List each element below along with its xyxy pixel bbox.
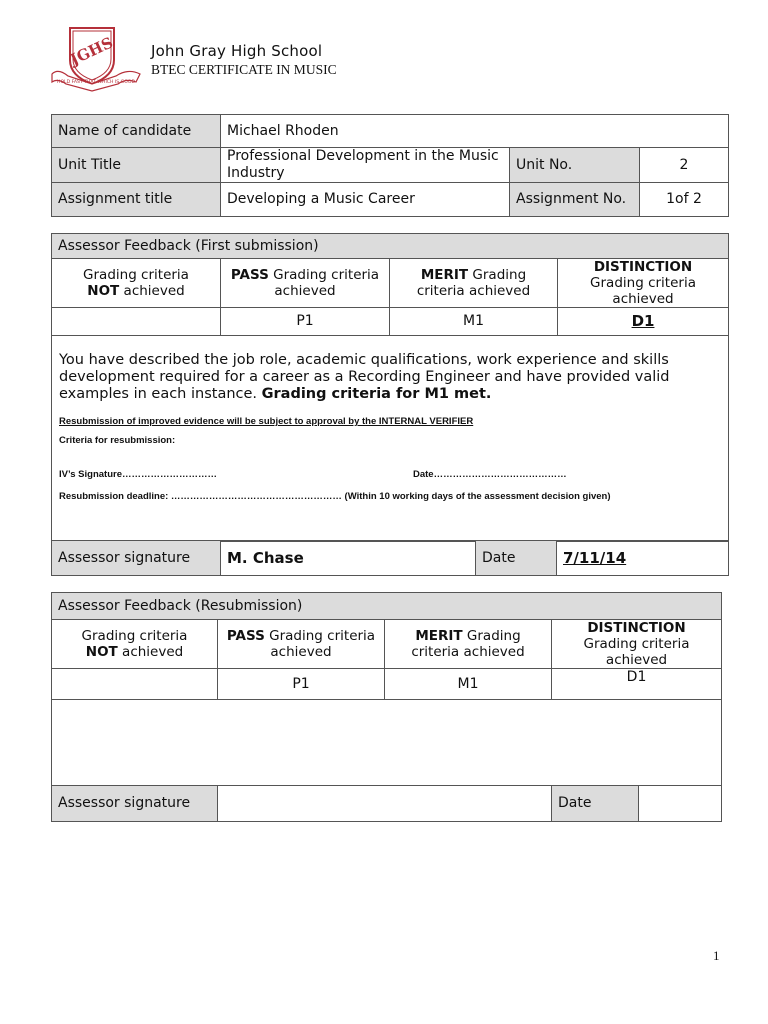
school-name: John Gray High School — [151, 42, 323, 60]
resub-distinction-value: D1 — [552, 669, 722, 700]
resubmission-title: Assessor Feedback (Resubmission) — [52, 593, 722, 620]
iv-date: Date…………………………………… — [413, 469, 567, 480]
name-label: Name of candidate — [52, 115, 221, 148]
unit-no-value: 2 — [640, 148, 729, 183]
assessor-signature-value: M. Chase — [221, 541, 476, 576]
assignment-no-label: Assignment No. — [510, 183, 640, 217]
first-submission-title: Assessor Feedback (First submission) — [52, 234, 729, 259]
assignment-title-label: Assignment title — [52, 183, 221, 217]
resub-not-achieved-value — [52, 669, 218, 700]
feedback-body — [52, 336, 729, 542]
svg-text:JGHS: JGHS — [67, 33, 116, 69]
resub-assessor-signature-value — [218, 786, 552, 822]
resub-pass-value: P1 — [218, 669, 385, 700]
resub-date-cell — [552, 786, 722, 822]
first-submission-table — [51, 233, 729, 542]
iv-signature: IV’s Signature………………………… — [59, 469, 217, 480]
candidate-info-table — [51, 114, 729, 217]
resub-feedback-body — [52, 700, 722, 786]
not-achieved-header: Grading criteria NOT achieved — [52, 259, 221, 308]
assignment-no-value: 1of 2 — [640, 183, 729, 217]
unit-title-value: Professional Development in the Music Industry — [221, 148, 510, 183]
resub-date-label: Date — [552, 786, 639, 821]
certificate-title: BTEC CERTIFICATE IN MUSIC — [151, 62, 337, 77]
school-crest-logo — [48, 24, 144, 92]
resub-not-achieved-header: Grading criteria NOT achieved — [52, 620, 218, 669]
assignment-title-value: Developing a Music Career — [221, 183, 510, 217]
assessor-signature-label: Assessor signature — [52, 541, 221, 576]
resub-date-value — [639, 786, 721, 821]
merit-value: M1 — [390, 308, 558, 336]
resub-merit-header: MERIT Grading criteria achieved — [385, 620, 552, 669]
resub-merit-value: M1 — [385, 669, 552, 700]
resubmission-table — [51, 592, 722, 822]
date-label: Date — [476, 541, 557, 576]
resubmission-deadline: Resubmission deadline: ……………………………………………… (Within 10 working days of the assessment decision given) — [59, 491, 611, 502]
criteria-label: Criteria for resubmission: — [59, 435, 176, 446]
feedback-text: You have described the job role, academic qualifications, work experience and skills development required for a career as a Recording Engineer and have provided valid examples in each instance. Grading criteria for M1 met. — [59, 352, 670, 402]
pass-value: P1 — [221, 308, 390, 336]
resub-distinction-header: DISTINCTION Grading criteria achieved — [552, 620, 722, 669]
unit-title-label: Unit Title — [52, 148, 221, 183]
first-signature-table — [51, 540, 729, 576]
iv-signature-row — [59, 469, 721, 481]
resub-assessor-signature-label: Assessor signature — [52, 786, 218, 822]
not-achieved-value — [52, 308, 221, 336]
merit-header: MERIT Grading criteria achieved — [390, 259, 558, 308]
name-value: Michael Rhoden — [221, 115, 729, 148]
resub-pass-header: PASS Grading criteria achieved — [218, 620, 385, 669]
resubmission-note: Resubmission of improved evidence will be subject to approval by the INTERNAL VERIFIER — [59, 416, 474, 427]
distinction-header: DISTINCTION Grading criteria achieved — [558, 259, 729, 308]
pass-header: PASS Grading criteria achieved — [221, 259, 390, 308]
date-value: 7/11/14 — [557, 541, 729, 576]
distinction-value: D1 — [558, 308, 729, 336]
svg-text:HOLD FAST THAT WHICH IS GOOD: HOLD FAST THAT WHICH IS GOOD — [56, 80, 136, 85]
page-number: 1 — [713, 948, 720, 963]
unit-no-label: Unit No. — [510, 148, 640, 183]
